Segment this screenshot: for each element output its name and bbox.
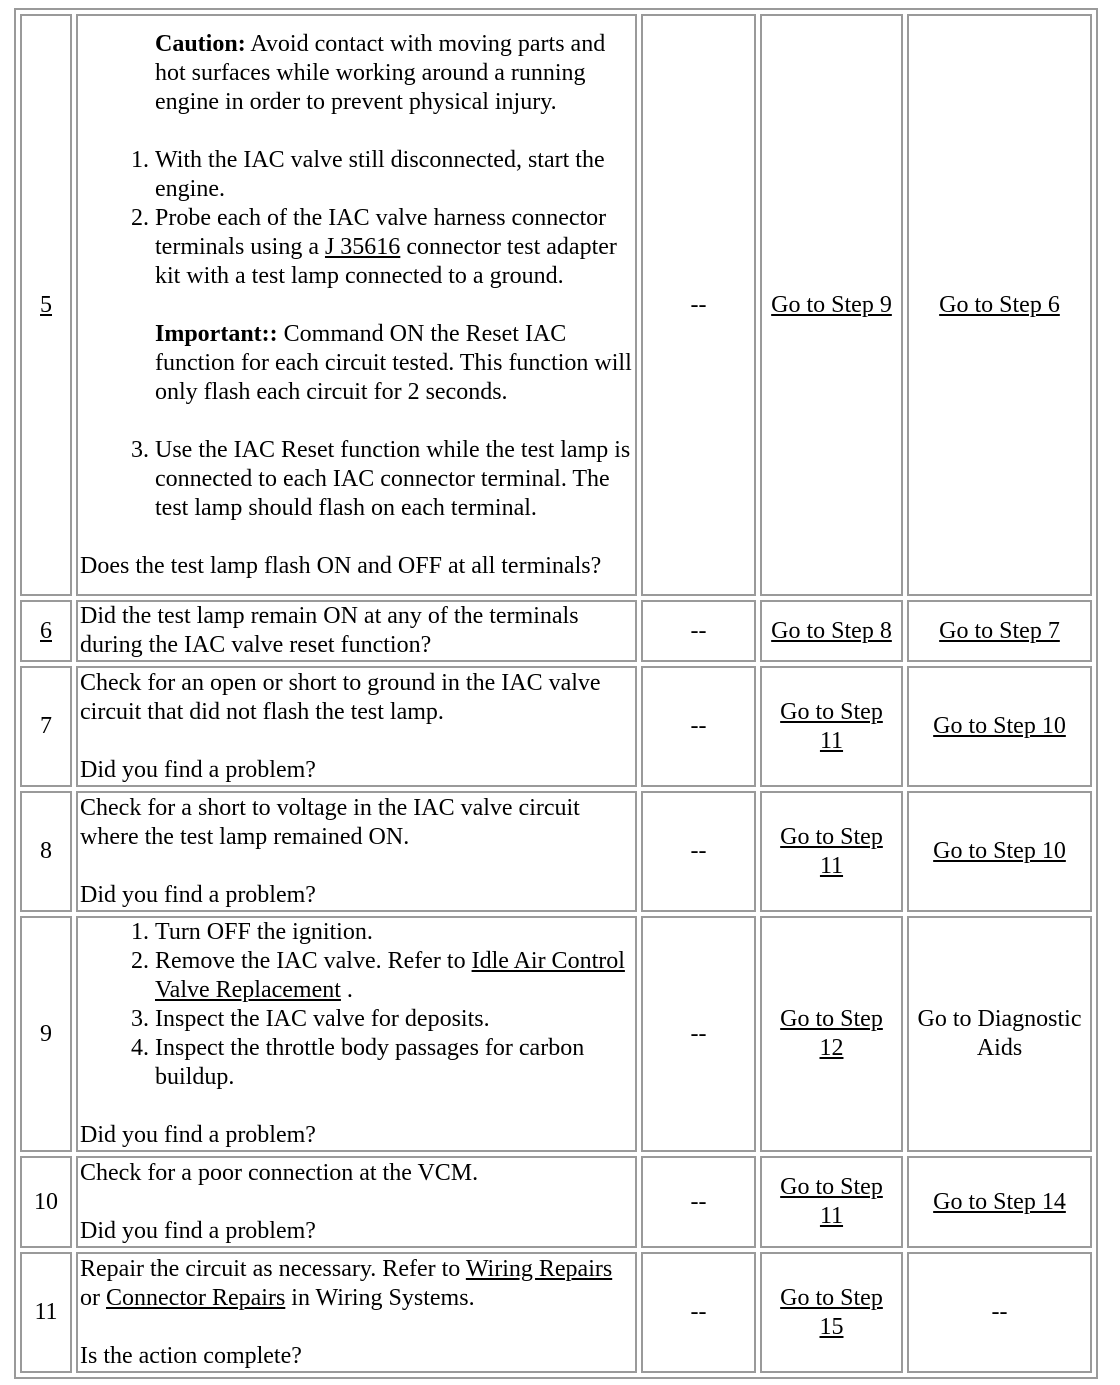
yes-link-line2[interactable]: 12 [819,1035,844,1061]
yes-cell [760,791,903,912]
yes-link-line2[interactable]: 11 [819,727,844,754]
table-row [20,14,1092,596]
yes-cell [760,916,903,1152]
question: Did you find a problem? [80,881,316,908]
yes-cell [760,666,903,787]
diagnostic-table [14,8,1098,1379]
no-link[interactable]: Go to Step 14 [933,1188,1066,1215]
no-cell [907,1156,1092,1248]
caution-note [80,30,633,117]
table-row [20,1156,1092,1248]
action-cell [76,1156,637,1248]
step-6-link[interactable]: 6 [40,617,52,644]
wiring-repairs-link[interactable]: Wiring Repairs [465,1255,613,1282]
step-number: 8 [20,791,72,912]
action-text-part: or [80,1284,100,1311]
yes-link-line1[interactable]: Go to Step [780,1174,883,1200]
no-link[interactable]: Go to Step 10 [933,838,1066,864]
yes-cell [760,600,903,662]
action-text [80,1255,633,1313]
step-number[interactable] [20,14,72,596]
table-row [20,666,1092,787]
yes-link-line2[interactable]: 11 [819,852,844,879]
step-number: 11 [20,1252,72,1373]
list-item: 4. Inspect the throttle body passages for carbon buildup. [155,1034,633,1092]
no-link[interactable]: Go to Step 10 [933,713,1066,739]
list-item [155,947,633,1005]
no-cell: -- [907,1252,1092,1373]
action-text: Check for a short to voltage in the IAC valve circuit where the test lamp remained ON. [80,794,580,850]
important-note [155,320,633,407]
yes-cell [760,14,903,596]
yes-link[interactable] [780,1285,883,1340]
list-item-text: . [346,977,353,1003]
yes-link-line1[interactable]: Go to Step [780,1006,883,1032]
no-cell [907,666,1092,787]
list-item: 3. Inspect the IAC valve for deposits. [155,1005,633,1034]
tool-link-j35616[interactable]: J 35616 [324,233,401,260]
question: Is the action complete? [80,1342,302,1369]
value-cell: -- [641,600,756,662]
list-item [155,204,633,436]
connector-repairs-link[interactable]: Connector Repairs [106,1284,286,1311]
important-label: Important:: [155,320,278,347]
action-cell [76,791,637,912]
table-row [20,600,1092,662]
action-text: Check for an open or short to ground in the IAC valve circuit that did not flash the test lamp. [80,669,601,725]
value-cell: -- [641,14,756,596]
list-item: 1. With the IAC valve still disconnected, start the engine. [155,146,633,204]
list-item-text: connector test adapter kit with a test lamp connected to a ground. [155,233,617,289]
yes-link[interactable] [780,1174,883,1229]
procedure-list [80,146,633,523]
yes-cell [760,1156,903,1248]
iac-replacement-link[interactable]: Idle Air Control Valve Replacement [155,948,625,1003]
procedure-list [80,918,633,1092]
value-cell: -- [641,1252,756,1373]
question: Did you find a problem? [80,1122,316,1148]
table-row [20,1252,1092,1373]
value-cell: -- [641,916,756,1152]
list-item: 3. Use the IAC Reset function while the test lamp is connected to each IAC connector terminal. The test lamp should flash on each terminal. [155,436,633,523]
list-item: 1. Turn OFF the ignition. [155,918,633,947]
value-cell: -- [641,666,756,787]
question: Did you find a problem? [80,1217,316,1244]
step-5-link[interactable]: 5 [40,291,52,318]
question: Did you find a problem? [80,756,316,783]
action-cell [76,14,637,596]
yes-link-line2[interactable]: 15 [819,1313,844,1340]
table-row [20,916,1092,1152]
action-text: Check for a poor connection at the VCM. [80,1159,479,1186]
table-row [20,791,1092,912]
yes-link[interactable] [780,824,883,879]
yes-link-line2[interactable]: 11 [819,1203,844,1229]
step-number: 10 [20,1156,72,1248]
no-link[interactable]: Go to Step 6 [939,291,1060,318]
yes-link-line1[interactable]: Go to Step [780,1284,883,1311]
action-text-part: in Wiring Systems. [291,1284,475,1311]
value-cell: -- [641,791,756,912]
important-text: Command ON the Reset IAC function for each circuit tested. This function will only flash each circuit for 2 seconds. [155,320,632,405]
no-cell [907,791,1092,912]
question: Does the test lamp flash ON and OFF at all terminals? [80,552,602,579]
yes-link[interactable]: Go to Step 9 [771,291,892,318]
no-cell [907,600,1092,662]
action-cell [76,666,637,787]
list-item-text: Remove the IAC valve. Refer to [155,948,466,974]
yes-link-line1[interactable]: Go to Step [780,823,883,850]
caution-text: Avoid contact with moving parts and hot surfaces while working around a running engine in order to prevent physical injury. [155,30,606,115]
no-link[interactable]: Go to Step 7 [939,617,1060,644]
caution-label: Caution: [155,30,246,57]
yes-link[interactable]: Go to Step 8 [771,617,892,644]
step-number[interactable] [20,600,72,662]
no-cell [907,14,1092,596]
yes-link-line1[interactable]: Go to Step [780,698,883,725]
step-number: 9 [20,916,72,1152]
action-cell [76,916,637,1152]
list-item-text: Probe each of the IAC valve harness connector terminals using a [155,204,607,260]
action-cell [76,1252,637,1373]
action-cell: Did the test lamp remain ON at any of the terminals during the IAC valve reset function? [76,600,637,662]
step-number: 7 [20,666,72,787]
no-cell: Go to Diagnostic Aids [907,916,1092,1152]
yes-cell [760,1252,903,1373]
yes-link[interactable] [780,1006,883,1061]
action-text-part: Repair the circuit as necessary. Refer to [80,1255,461,1282]
value-cell: -- [641,1156,756,1248]
yes-link[interactable] [780,699,883,754]
